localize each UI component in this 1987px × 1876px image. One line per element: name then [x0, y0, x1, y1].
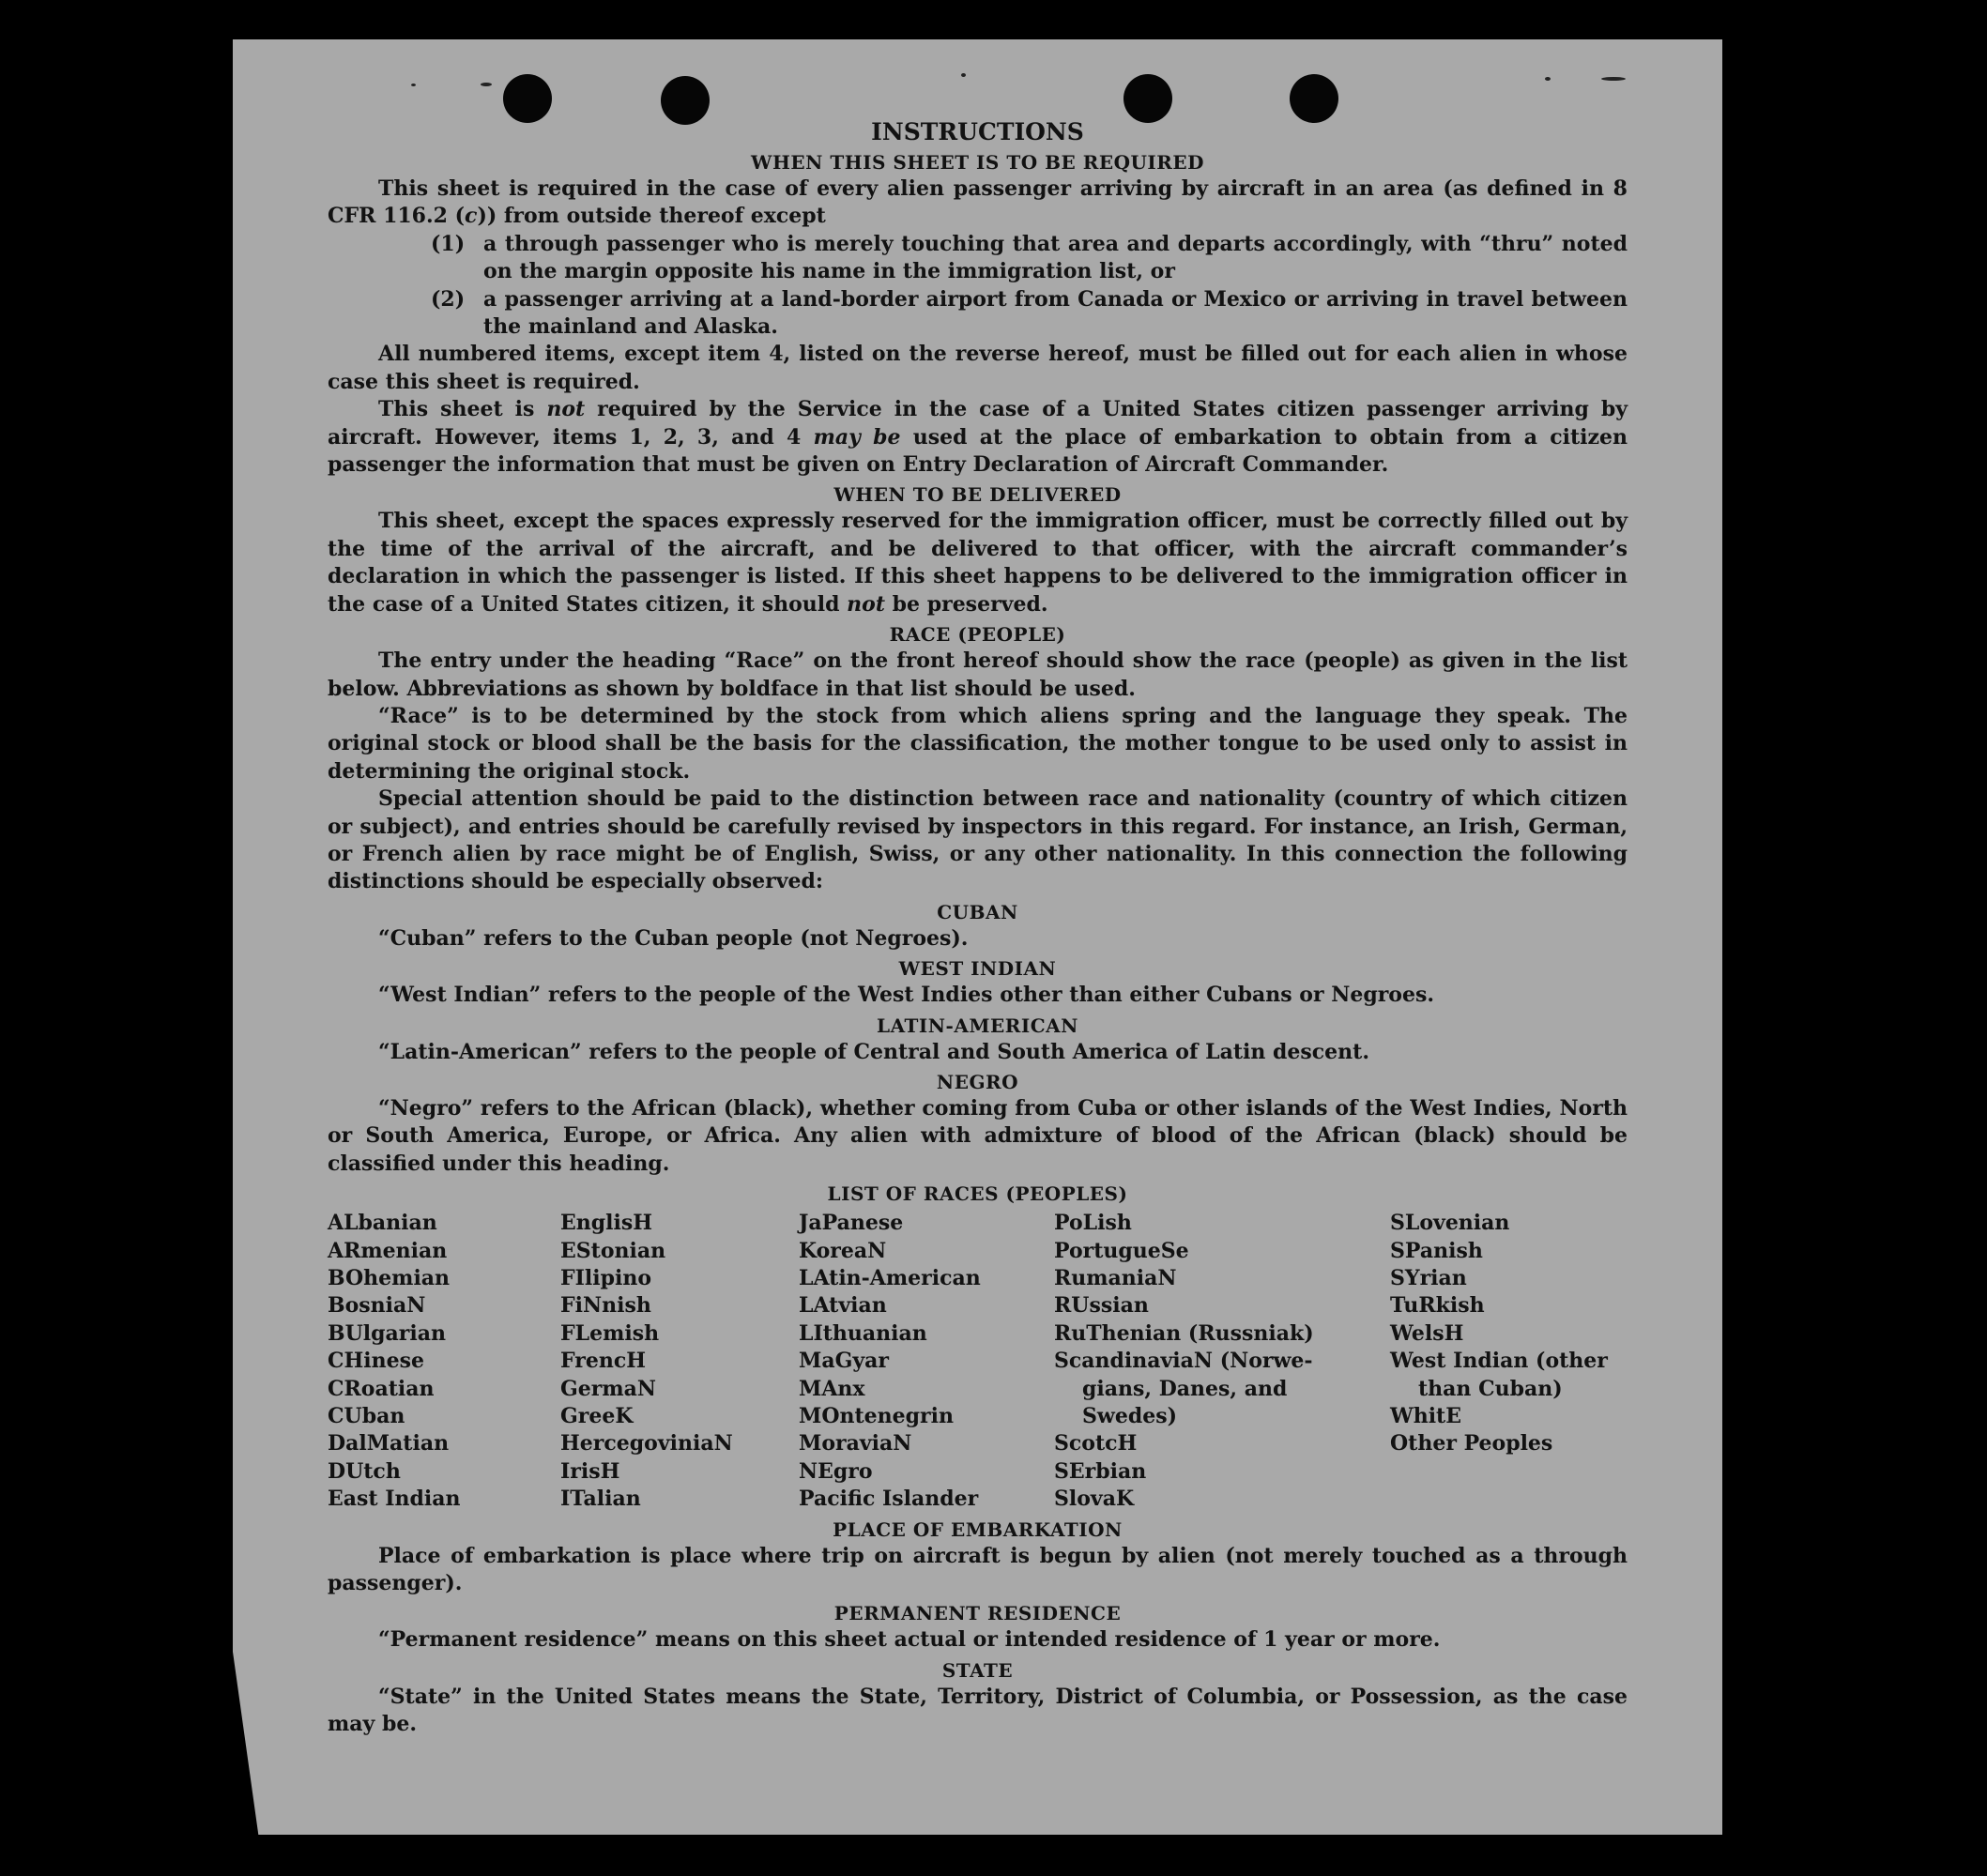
required-paragraph: This sheet is required in the case of every alien passenger arriving by aircraft in an area (as defined in 8 CFR 116.2 (c)) from outside thereof except	[328, 176, 1628, 229]
cuban-text: “Cuban” refers to the Cuban people (not Negroes).	[378, 925, 969, 951]
race-entry: ScandinaviaN (Norwe-	[1054, 1349, 1313, 1374]
races-column-2	[560, 1210, 799, 1513]
residence-text: “Permanent residence” means on this sheet actual or intended residence of 1 year or more.	[378, 1627, 1441, 1653]
race-entry: FLemish	[560, 1320, 660, 1346]
race-entry: Pacific Islander	[799, 1487, 979, 1512]
race-entry: ALbanian	[328, 1211, 437, 1236]
race-entry: HercegoviniaN	[560, 1431, 733, 1457]
heading-latin-american: LATIN-AMERICAN	[877, 1014, 1078, 1037]
race-entry: MaGyar	[799, 1349, 890, 1374]
race-entry: IrisH	[560, 1458, 620, 1484]
races-column-4	[1054, 1210, 1390, 1513]
races-column-5	[1390, 1210, 1628, 1513]
race-entry: CUban	[328, 1404, 405, 1429]
west-indian-text: “West Indian” refers to the people of the West Indies other than either Cubans or Negroes.	[378, 983, 1435, 1008]
race-entry: SlovaK	[1054, 1487, 1135, 1512]
race-entry: EStonian	[560, 1238, 666, 1263]
punch-hole	[503, 74, 552, 123]
race-entry: West Indian (other	[1390, 1349, 1608, 1374]
punch-hole	[1123, 74, 1172, 123]
race-entry: FIlipino	[560, 1266, 652, 1290]
numbered-items-paragraph: All numbered items, except item 4, listed on the reverse hereof, must be filled out for each alien in whose case this sheet is required.	[328, 342, 1628, 394]
speck	[481, 83, 492, 86]
embarkation-text: Place of embarkation is place where trip on aircraft is begun by alien (not merely touched as a through passenger).	[328, 1543, 1628, 1596]
race-entry: WelsH	[1390, 1320, 1464, 1346]
race-entry: LIthuanian	[799, 1320, 927, 1346]
races-column-3	[799, 1210, 1054, 1513]
heading-negro: NEGRO	[936, 1070, 1019, 1093]
race-entry: RumaniaN	[1054, 1266, 1177, 1290]
race-entry: MAnx	[799, 1376, 865, 1401]
race-entry: ITalian	[560, 1487, 641, 1512]
race-entry: FrencH	[560, 1349, 646, 1374]
race-entry: SYrian	[1390, 1266, 1467, 1290]
race-entry: NEgro	[799, 1458, 873, 1484]
race-entry: SPanish	[1390, 1238, 1483, 1263]
race-entry: East Indian	[328, 1487, 461, 1512]
race-entry: LAtin-American	[799, 1266, 981, 1290]
heading-state: STATE	[941, 1658, 1014, 1682]
race-entry: than Cuban)	[1418, 1376, 1563, 1401]
race-entry: SLovenian	[1390, 1211, 1510, 1236]
races-list	[328, 1210, 1628, 1513]
race-entry: PortugueSe	[1054, 1238, 1189, 1263]
race-entry: LAtvian	[799, 1293, 887, 1319]
race-paragraph: “Race” is to be determined by the stock from which aliens spring and the language they speak. The original stock or blood shall be the basis for the classification, the mother tongue to be used only to assist in determining the original stock.	[328, 703, 1628, 784]
race-entry: BOhemian	[328, 1266, 451, 1290]
exception-item: (1) a through passenger who is merely touching that area and departs accordingly, with “thru” noted on the margin opposite his name in the immigration list, or	[431, 231, 1628, 284]
race-entry: WhitE	[1390, 1404, 1461, 1429]
race-entry: KoreaN	[799, 1238, 887, 1263]
race-entry: BUlgarian	[328, 1320, 446, 1346]
instructions-content	[328, 118, 1628, 1739]
latin-american-text: “Latin-American” refers to the people of Central and South America of Latin descent.	[378, 1039, 1369, 1064]
race-entry: Other Peoples	[1390, 1431, 1553, 1457]
exception-item: (2) a passenger arriving at a land-border airport from Canada or Mexico or arriving in travel between the mainland and Alaska.	[431, 286, 1628, 340]
race-paragraph: Special attention should be paid to the distinction between race and nationality (country of which citizen or subject), and entries should be carefully revised by inspectors in this regard. For instance, an Irish, German, or French alien by race might be of English, Swiss, or any other nationality. In this connection the following distinctions should be especially observed:	[328, 786, 1628, 894]
speck	[411, 84, 416, 86]
heading-embarkation: PLACE OF EMBARKATION	[833, 1518, 1123, 1541]
race-entry: JaPanese	[799, 1211, 904, 1236]
race-entry: MOntenegrin	[799, 1404, 954, 1429]
heading-residence: PERMANENT RESIDENCE	[833, 1602, 1122, 1625]
state-text: “State” in the United States means the State, Territory, District of Columbia, or Possession, as the case may be.	[328, 1684, 1628, 1737]
citizen-paragraph: This sheet is not required by the Service in the case of a United States citizen passenger arriving by aircraft. However, items 1, 2, 3, and 4 may be used at the place of embarkation to obtain from a citizen passenger the information that must be given on Entry Declaration of Aircraft Commander.	[328, 397, 1628, 478]
race-entry: CRoatian	[328, 1376, 435, 1401]
race-entry: Swedes)	[1082, 1404, 1177, 1429]
race-entry: SErbian	[1054, 1458, 1147, 1484]
race-entry: DalMatian	[328, 1431, 450, 1457]
punch-hole	[1290, 74, 1338, 123]
race-entry: BosniaN	[328, 1293, 426, 1319]
speck	[1545, 77, 1551, 81]
race-entry: MoraviaN	[799, 1431, 912, 1457]
heading-list-of-races: LIST OF RACES (PEOPLES)	[827, 1182, 1128, 1206]
race-entry: CHinese	[328, 1349, 425, 1374]
race-entry: GermaN	[560, 1376, 657, 1401]
race-entry: TuRkish	[1390, 1293, 1485, 1319]
race-entry: EnglisH	[560, 1211, 653, 1236]
race-entry: ScotcH	[1054, 1431, 1138, 1457]
race-paragraph: The entry under the heading “Race” on the front hereof should show the race (people) as given in the list below. Abbreviations as shown by boldface in that list should be used.	[328, 648, 1628, 701]
race-entry: gians, Danes, and	[1082, 1376, 1288, 1401]
race-entry: RuThenian (Russniak)	[1054, 1320, 1314, 1346]
heading-required: WHEN THIS SHEET IS TO BE REQUIRED	[751, 151, 1204, 174]
speck	[961, 73, 966, 77]
speck	[1601, 77, 1626, 81]
negro-text: “Negro” refers to the African (black), whether coming from Cuba or other islands of the West Indies, North or South America, Europe, or Africa. Any alien with admixture of blood of the African (black) should be classified under this heading.	[328, 1095, 1628, 1176]
heading-cuban: CUBAN	[937, 900, 1018, 923]
heading-west-indian: WEST INDIAN	[898, 957, 1057, 981]
races-column-1	[328, 1210, 560, 1513]
page-title: INSTRUCTIONS	[871, 118, 1084, 145]
race-entry: RUssian	[1054, 1293, 1149, 1319]
heading-race: RACE (PEOPLE)	[889, 623, 1066, 647]
heading-delivered: WHEN TO BE DELIVERED	[833, 483, 1122, 507]
race-entry: FiNnish	[560, 1293, 651, 1319]
delivered-paragraph: This sheet, except the spaces expressly reserved for the immigration officer, must be correctly filled out by the time of the arrival of the aircraft, and be delivered to that officer, with the aircraft commander’s declaration in which the passenger is listed. If this sheet happens to be delivered to the immigration officer in the case of a United States citizen, it should not be preserved.	[328, 509, 1628, 617]
race-entry: DUtch	[328, 1458, 401, 1484]
race-entry: PoLish	[1054, 1211, 1132, 1236]
race-entry: ARmenian	[328, 1238, 448, 1263]
race-entry: GreeK	[560, 1404, 634, 1429]
